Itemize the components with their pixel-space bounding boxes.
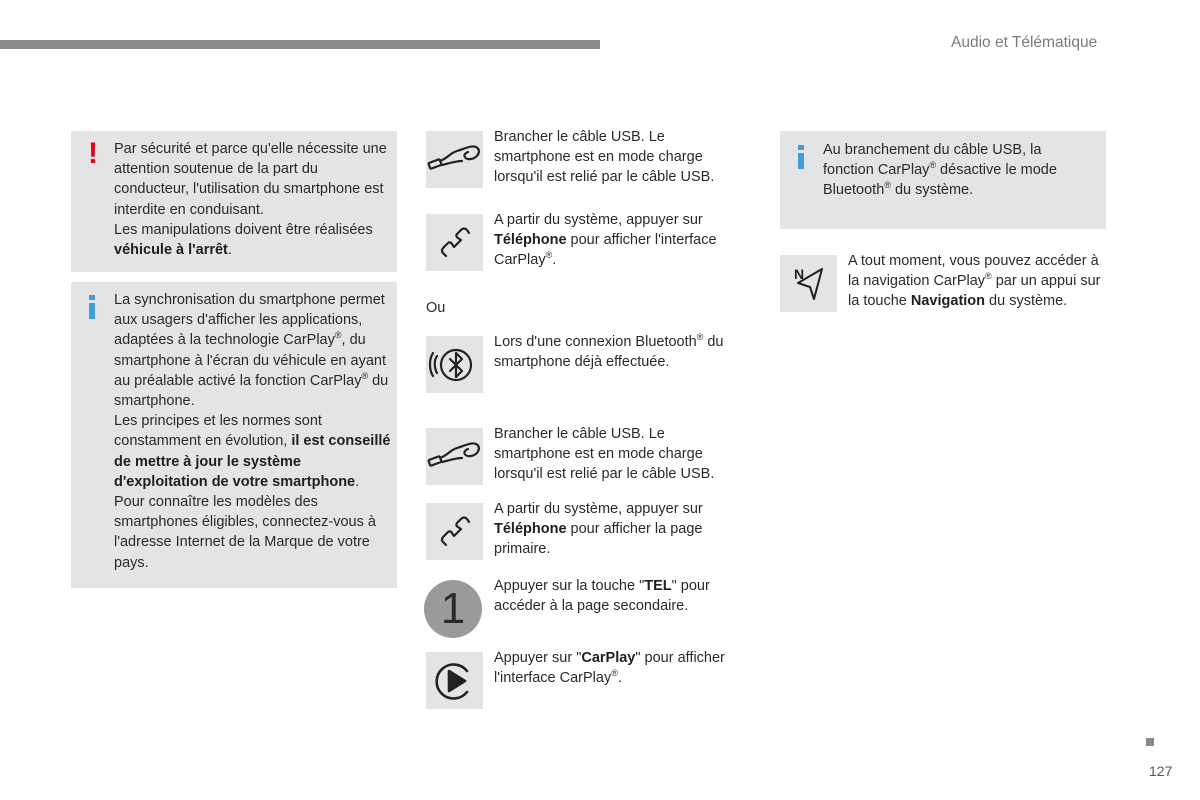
phone-icon	[426, 214, 483, 271]
info-icon	[798, 145, 804, 169]
step-press-carplay: Appuyer sur "CarPlay" pour afficher l'interface CarPlay®.	[494, 650, 725, 687]
step-press-tel: Appuyer sur la touche "TEL" pour accéder à la page secondaire.	[494, 578, 710, 615]
header-bar	[0, 40, 600, 49]
step-press-telephone-2: A partir du système, appuyer sur Téléphone pour afficher la page primaire.	[494, 501, 703, 558]
info-icon	[89, 295, 95, 319]
or-label: Ou	[426, 300, 446, 316]
step-connect-usb: Brancher le câble USB. Le smartphone est en mode charge lorsqu'il est relié par le câble USB.	[494, 129, 715, 186]
number-1-icon: 1	[424, 580, 482, 638]
warning-note	[71, 131, 397, 272]
end-of-section-mark	[1146, 738, 1154, 746]
phone-icon	[426, 503, 483, 560]
info-sync-text: La synchronisation du smartphone permet aux usagers d'afficher les applications, adaptées à la technologie CarPlay®, du smartphone à l'écran du véhicule en ayant au préalable activé la fonction CarPlay® du smartphone. Les principes et les normes sont constamment en évolution, il est conseillé de mettre à jour le système d'exploitation de votre smartphone. Pour connaître les modèles des smartphones éligibles, connectez-vous à l'adresse Internet de la Marque de votre pays.	[114, 292, 391, 571]
step-bluetooth-connected: Lors d'une connexion Bluetooth® du smartphone déjà effectuée.	[494, 332, 724, 371]
navigation-text: A tout moment, vous pouvez accéder à la navigation CarPlay® par un appui sur la touche Navigation du système.	[848, 253, 1101, 310]
step-press-telephone: A partir du système, appuyer sur Téléphone pour afficher l'interface CarPlay®.	[494, 212, 717, 269]
bluetooth-icon	[426, 336, 483, 393]
svg-text:N: N	[794, 266, 805, 282]
carplay-icon	[426, 652, 483, 709]
section-title: Audio et Télématique	[951, 34, 1098, 51]
info-note-usb	[780, 131, 1106, 229]
warning-icon: !	[88, 137, 98, 170]
info-usb-text: Au branchement du câble USB, la fonction CarPlay® désactive le mode Bluetooth® du système.	[823, 142, 1057, 199]
usb-cable-icon	[426, 131, 483, 188]
warning-text: Par sécurité et parce qu'elle nécessite une attention soutenue de la part du conducteur, l'utilisation du smartphone est interdite en conduisant. Les manipulations doivent être réalisées véhicule à l'arrêt.	[114, 141, 387, 259]
page-number: 127	[1149, 763, 1173, 779]
step-connect-usb-2: Brancher le câble USB. Le smartphone est en mode charge lorsqu'il est relié par le câble USB.	[494, 426, 715, 483]
usb-cable-icon	[426, 428, 483, 485]
info-note-sync	[71, 282, 397, 588]
navigation-icon	[780, 255, 837, 312]
